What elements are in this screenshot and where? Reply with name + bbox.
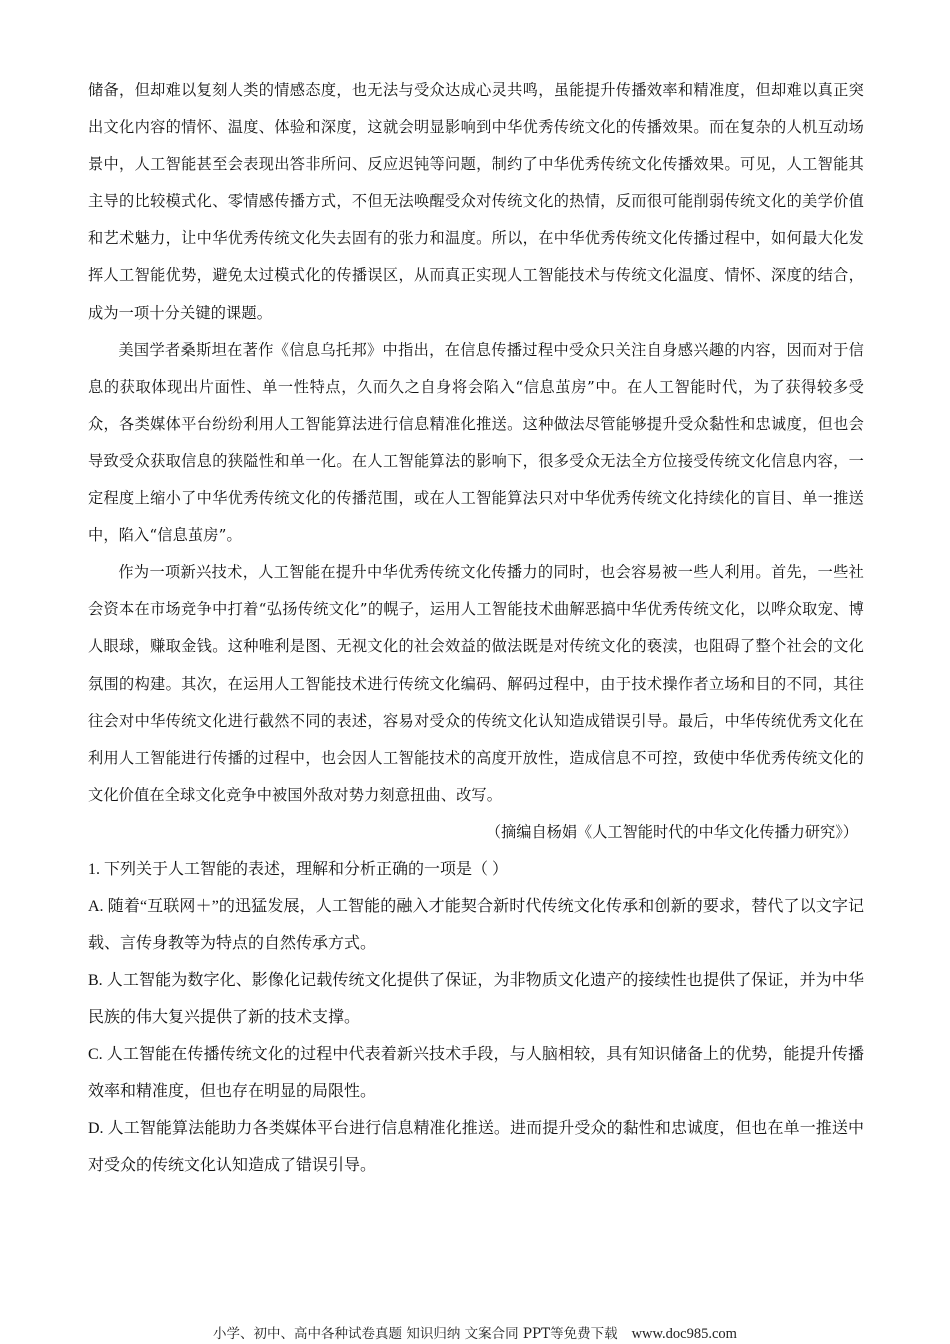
option-d: D. 人工智能算法能助力各类媒体平台进行信息精准化推送。进而提升受众的黏性和忠诚度，但也在单一推送中对受众的传统文化认知造成了错误引导。 [88, 1119, 864, 1174]
option-b: B. 人工智能为数字化、影像化记载传统文化提供了保证，为非物质文化遗产的接续性也提供了保证，并为中华民族的伟大复兴提供了新的技术支撑。 [88, 971, 864, 1026]
page-footer [0, 1322, 950, 1343]
question-stem: 1. 下列关于人工智能的表述，理解和分析正确的一项是（ ） [88, 860, 509, 878]
footer-url[interactable]: www.doc985.com [631, 1326, 737, 1342]
article-paragraph-3: 作为一项新兴技术，人工智能在提升中华优秀传统文化传播力的同时，也会容易被一些人利用。首先，一些社会资本在市场竞争中打着“弘扬传统文化”的幌子，运用人工智能技术曲解恶搞中华优秀传统文化，以哗众取宠、博人眼球，赚取金钱。这种唯利是图、无视文化的社会效益的做法既是对传统文化的亵渎，也阻碍了整个社会的文化氛围的构建。其次，在运用人工智能技术进行传统文化编码、解码过程中，由于技术操作者立场和目的不同，其往往会对中华传统文化进行截然不同的表述，容易对受众的传统文化认知造成错误引导。最后，中华传统优秀文化在利用人工智能进行传播的过程中，也会因人工智能技术的高度开放性，造成信息不可控，致使中华优秀传统文化的文化价值在全球文化竞争中被国外敌对势力刻意扭曲、改写。 [88, 563, 864, 804]
article-paragraph-2: 美国学者桑斯坦在著作《信息乌托邦》中指出，在信息传播过程中受众只关注自身感兴趣的内容，因而对于信息的获取体现出片面性、单一性特点，久而久之自身将会陷入“信息茧房”中。在人工智能时代，为了获得较多受众，各类媒体平台纷纷利用人工智能算法进行信息精准化推送。这种做法尽管能够提升受众黏性和忠诚度，但也会导致受众获取信息的狭隘性和单一化。在人工智能算法的影响下，很多受众无法全方位接受传统文化信息内容，一定程度上缩小了中华优秀传统文化的传播范围，或在人工智能算法只对中华优秀传统文化持续化的盲目、单一推送中，陷入“信息茧房”。 [88, 340, 864, 545]
footer-text: 小学、初中、高中各种试卷真题 知识归纳 文案合同 PPT等免费下载 [213, 1326, 618, 1342]
article-source: （摘编自杨娟《人工智能时代的中华文化传播力研究》） [485, 822, 858, 841]
option-a: A. 随着“互联网＋”的迅猛发展，人工智能的融入才能契合新时代传统文化传承和创新的要求，替代了以文字记载、言传身教等为特点的自然传承方式。 [88, 897, 864, 952]
option-c: C. 人工智能在传播传统文化的过程中代表着新兴技术手段，与人脑相较，具有知识储备上的优势，能提升传播效率和精准度，但也存在明显的局限性。 [88, 1045, 864, 1100]
article-paragraph-1: 储备，但却难以复刻人类的情感态度，也无法与受众达成心灵共鸣，虽能提升传播效率和精准度，但却难以真正突出文化内容的情怀、温度、体验和深度，这就会明显影响到中华优秀传统文化的传播效果。而在复杂的人机互动场景中，人工智能甚至会表现出答非所问、反应迟钝等问题，制约了中华优秀传统文化传播效果。可见，人工智能其主导的比较模式化、零情感传播方式，不但无法唤醒受众对传统文化的热情，反而很可能削弱传统文化的美学价值和艺术魅力，让中华优秀传统文化失去固有的张力和温度。所以，在中华优秀传统文化传播过程中，如何最大化发挥人工智能优势，避免太过模式化的传播误区，从而真正实现人工智能技术与传统文化温度、情怀、深度的结合，成为一项十分关键的课题。 [88, 81, 864, 322]
document-page [88, 72, 864, 1184]
question-block [88, 851, 864, 1184]
